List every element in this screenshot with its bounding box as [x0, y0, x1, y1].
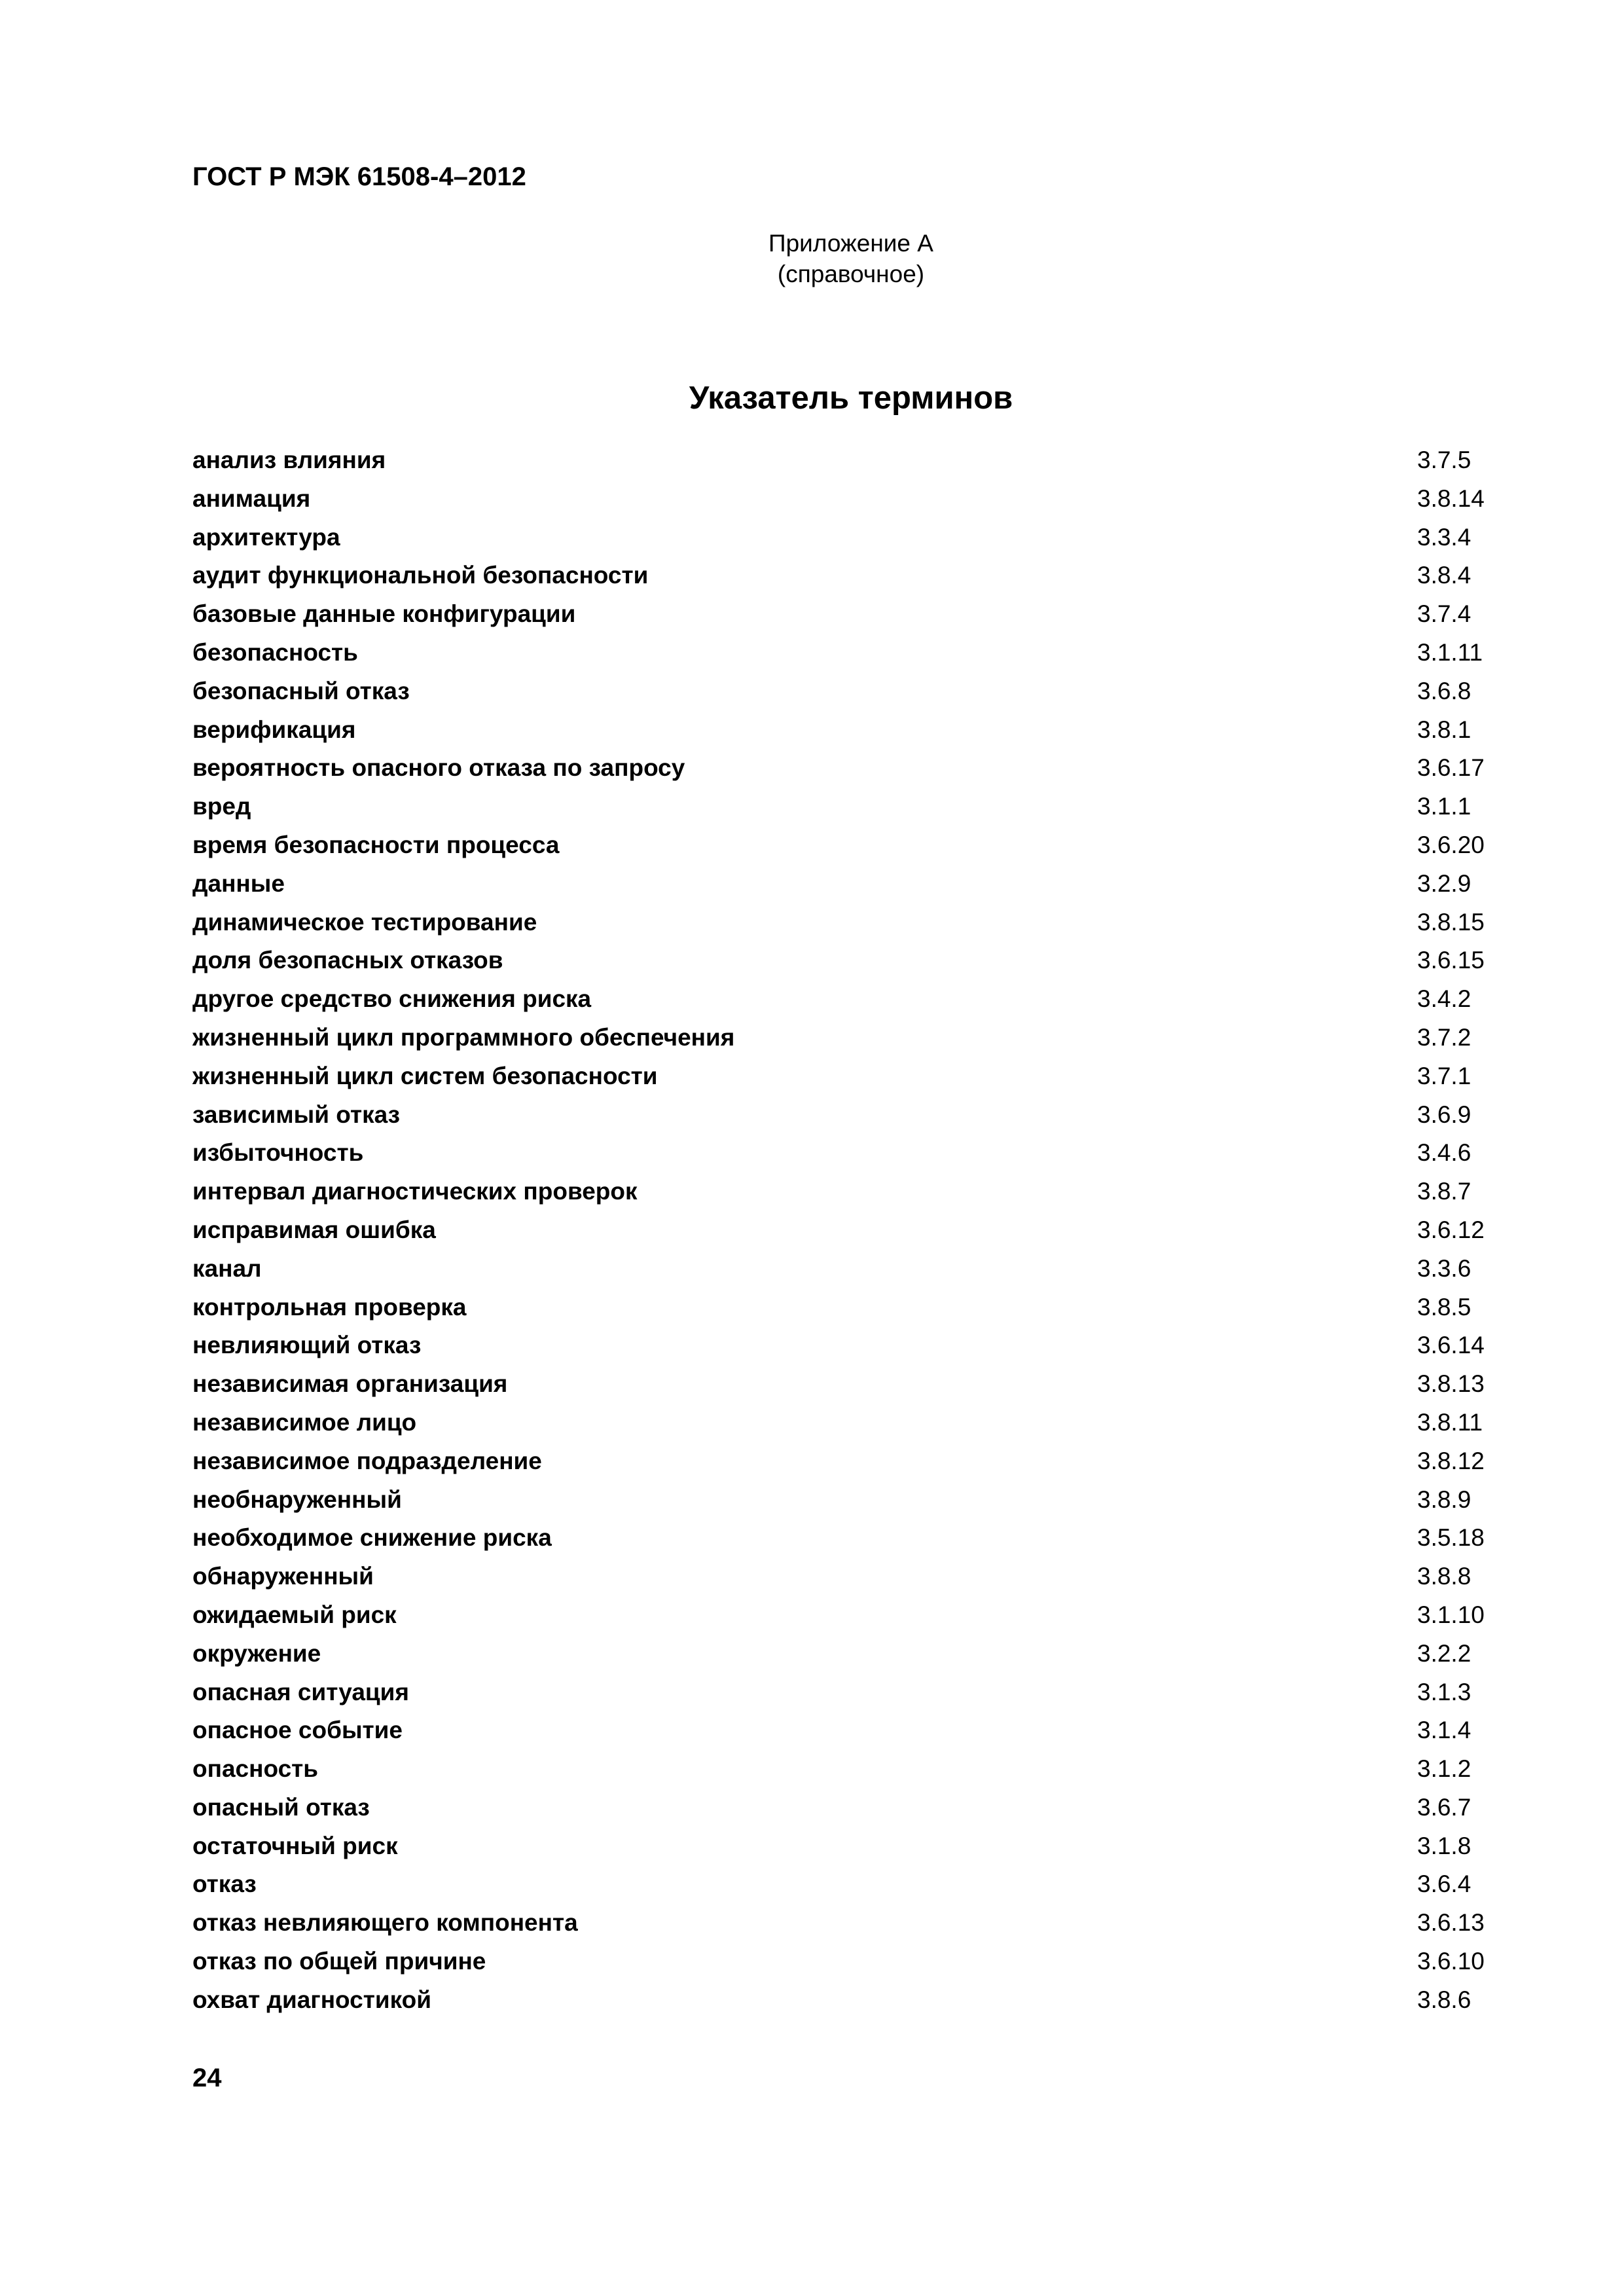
- term-name: опасная ситуация: [192, 1678, 410, 1705]
- term-name: контрольная проверка: [192, 1293, 467, 1321]
- term-name: независимая организация: [192, 1370, 508, 1398]
- term-row: [192, 638, 1508, 676]
- term-row: [192, 1215, 1508, 1254]
- term-reference: 3.6.14: [1417, 1332, 1485, 1359]
- term-name: охват диагностикой: [192, 1986, 431, 2013]
- term-row: [192, 1523, 1508, 1561]
- term-reference: 3.3.6: [1417, 1254, 1471, 1282]
- term-row: [192, 1561, 1508, 1600]
- term-name: остаточный риск: [192, 1832, 398, 1859]
- term-row: [192, 1831, 1508, 1870]
- term-name: вред: [192, 793, 251, 820]
- term-row: [192, 1485, 1508, 1523]
- term-row: [192, 1600, 1508, 1639]
- term-name: анимация: [192, 484, 311, 512]
- term-reference: 3.8.6: [1417, 1986, 1471, 2013]
- term-index-list: [192, 445, 1508, 2024]
- term-row: [192, 1985, 1508, 2024]
- term-row: [192, 1754, 1508, 1793]
- term-name: избыточность: [192, 1139, 364, 1167]
- term-name: независимое подразделение: [192, 1447, 542, 1474]
- term-reference: 3.8.9: [1417, 1485, 1471, 1513]
- term-name: окружение: [192, 1639, 321, 1667]
- term-row: [192, 1408, 1508, 1446]
- term-row: [192, 1908, 1508, 1946]
- term-reference: 3.4.6: [1417, 1139, 1471, 1167]
- term-name: время безопасности процесса: [192, 831, 560, 858]
- term-reference: 3.7.5: [1417, 446, 1471, 473]
- term-reference: 3.8.14: [1417, 484, 1485, 512]
- term-reference: 3.6.20: [1417, 831, 1485, 858]
- term-row: [192, 1677, 1508, 1716]
- term-reference: 3.6.8: [1417, 677, 1471, 704]
- term-reference: 3.1.10: [1417, 1601, 1485, 1628]
- term-reference: 3.8.5: [1417, 1293, 1471, 1321]
- term-row: [192, 1292, 1508, 1331]
- term-row: [192, 1715, 1508, 1754]
- term-row: [192, 522, 1508, 561]
- term-reference: 3.5.18: [1417, 1524, 1485, 1552]
- term-name: данные: [192, 869, 285, 897]
- term-reference: 3.8.11: [1417, 1408, 1483, 1436]
- term-row: [192, 830, 1508, 869]
- term-reference: 3.6.15: [1417, 947, 1485, 974]
- term-name: вероятность опасного отказа по запросу: [192, 754, 685, 782]
- term-reference: 3.1.3: [1417, 1678, 1471, 1705]
- term-name: доля безопасных отказов: [192, 947, 503, 974]
- term-reference: 3.7.1: [1417, 1062, 1471, 1089]
- term-name: опасность: [192, 1755, 319, 1783]
- term-reference: 3.8.1: [1417, 716, 1471, 743]
- term-name: жизненный цикл программного обеспечения: [192, 1023, 735, 1051]
- annex-title: Приложение А: [768, 230, 933, 257]
- term-name: отказ: [192, 1870, 257, 1898]
- term-name: динамическое тестирование: [192, 908, 537, 936]
- term-row: [192, 1023, 1508, 1061]
- term-row: [192, 676, 1508, 715]
- term-name: опасный отказ: [192, 1793, 370, 1821]
- term-row: [192, 1446, 1508, 1485]
- term-name: канал: [192, 1254, 262, 1282]
- term-reference: 3.6.9: [1417, 1101, 1471, 1128]
- term-name: отказ по общей причине: [192, 1948, 486, 1975]
- term-reference: 3.8.8: [1417, 1563, 1471, 1590]
- term-row: [192, 1946, 1508, 1985]
- term-name: архитектура: [192, 523, 340, 551]
- term-name: необнаруженный: [192, 1485, 402, 1513]
- term-name: безопасность: [192, 638, 358, 666]
- term-reference: 3.6.10: [1417, 1948, 1485, 1975]
- annex-note: (справочное): [777, 261, 925, 287]
- term-reference: 3.2.9: [1417, 869, 1471, 897]
- term-reference: 3.6.4: [1417, 1870, 1471, 1898]
- term-row: [192, 945, 1508, 984]
- term-row: [192, 1639, 1508, 1677]
- term-name: невлияющий отказ: [192, 1332, 422, 1359]
- term-row: [192, 1254, 1508, 1292]
- term-name: базовые данные конфигурации: [192, 600, 576, 628]
- term-reference: 3.4.2: [1417, 985, 1471, 1013]
- term-reference: 3.8.7: [1417, 1178, 1471, 1205]
- term-reference: 3.6.12: [1417, 1216, 1485, 1243]
- term-row: [192, 484, 1508, 522]
- term-name: другое средство снижения риска: [192, 985, 592, 1013]
- term-name: независимое лицо: [192, 1408, 417, 1436]
- term-row: [192, 1793, 1508, 1831]
- term-name: необходимое снижение риска: [192, 1524, 552, 1552]
- term-reference: 3.8.15: [1417, 908, 1485, 936]
- page-number: 24: [192, 2064, 222, 2092]
- term-reference: 3.6.7: [1417, 1793, 1471, 1821]
- term-name: анализ влияния: [192, 446, 386, 473]
- term-reference: 3.1.1: [1417, 793, 1471, 820]
- term-name: исправимая ошибка: [192, 1216, 436, 1243]
- term-reference: 3.8.13: [1417, 1370, 1485, 1398]
- term-row: [192, 445, 1508, 484]
- term-row: [192, 715, 1508, 754]
- term-row: [192, 1869, 1508, 1908]
- term-row: [192, 792, 1508, 830]
- term-reference: 3.6.13: [1417, 1909, 1485, 1937]
- term-row: [192, 599, 1508, 638]
- term-reference: 3.7.2: [1417, 1023, 1471, 1051]
- term-reference: 3.1.2: [1417, 1755, 1471, 1783]
- document-code: ГОСТ Р МЭК 61508-4–2012: [192, 162, 526, 191]
- term-name: верификация: [192, 716, 356, 743]
- term-row: [192, 560, 1508, 599]
- term-row: [192, 1330, 1508, 1369]
- term-reference: 3.3.4: [1417, 523, 1471, 551]
- term-row: [192, 1176, 1508, 1215]
- term-row: [192, 984, 1508, 1023]
- term-name: интервал диагностических проверок: [192, 1178, 638, 1205]
- term-reference: 3.2.2: [1417, 1639, 1471, 1667]
- term-row: [192, 753, 1508, 792]
- term-reference: 3.1.8: [1417, 1832, 1471, 1859]
- term-row: [192, 1061, 1508, 1100]
- term-name: обнаруженный: [192, 1563, 374, 1590]
- term-reference: 3.1.4: [1417, 1717, 1471, 1744]
- term-row: [192, 1369, 1508, 1408]
- term-reference: 3.7.4: [1417, 600, 1471, 628]
- term-name: отказ невлияющего компонента: [192, 1909, 578, 1937]
- term-row: [192, 869, 1508, 907]
- term-reference: 3.1.11: [1417, 638, 1483, 666]
- term-row: [192, 1100, 1508, 1139]
- term-row: [192, 907, 1508, 946]
- term-name: безопасный отказ: [192, 677, 410, 704]
- index-title: Указатель терминов: [689, 380, 1013, 416]
- term-reference: 3.8.12: [1417, 1447, 1485, 1474]
- term-name: аудит функциональной безопасности: [192, 562, 649, 589]
- term-row: [192, 1138, 1508, 1176]
- term-name: зависимый отказ: [192, 1101, 401, 1128]
- term-reference: 3.6.17: [1417, 754, 1485, 782]
- term-name: ожидаемый риск: [192, 1601, 397, 1628]
- term-name: жизненный цикл систем безопасности: [192, 1062, 658, 1089]
- term-reference: 3.8.4: [1417, 562, 1471, 589]
- term-name: опасное событие: [192, 1717, 403, 1744]
